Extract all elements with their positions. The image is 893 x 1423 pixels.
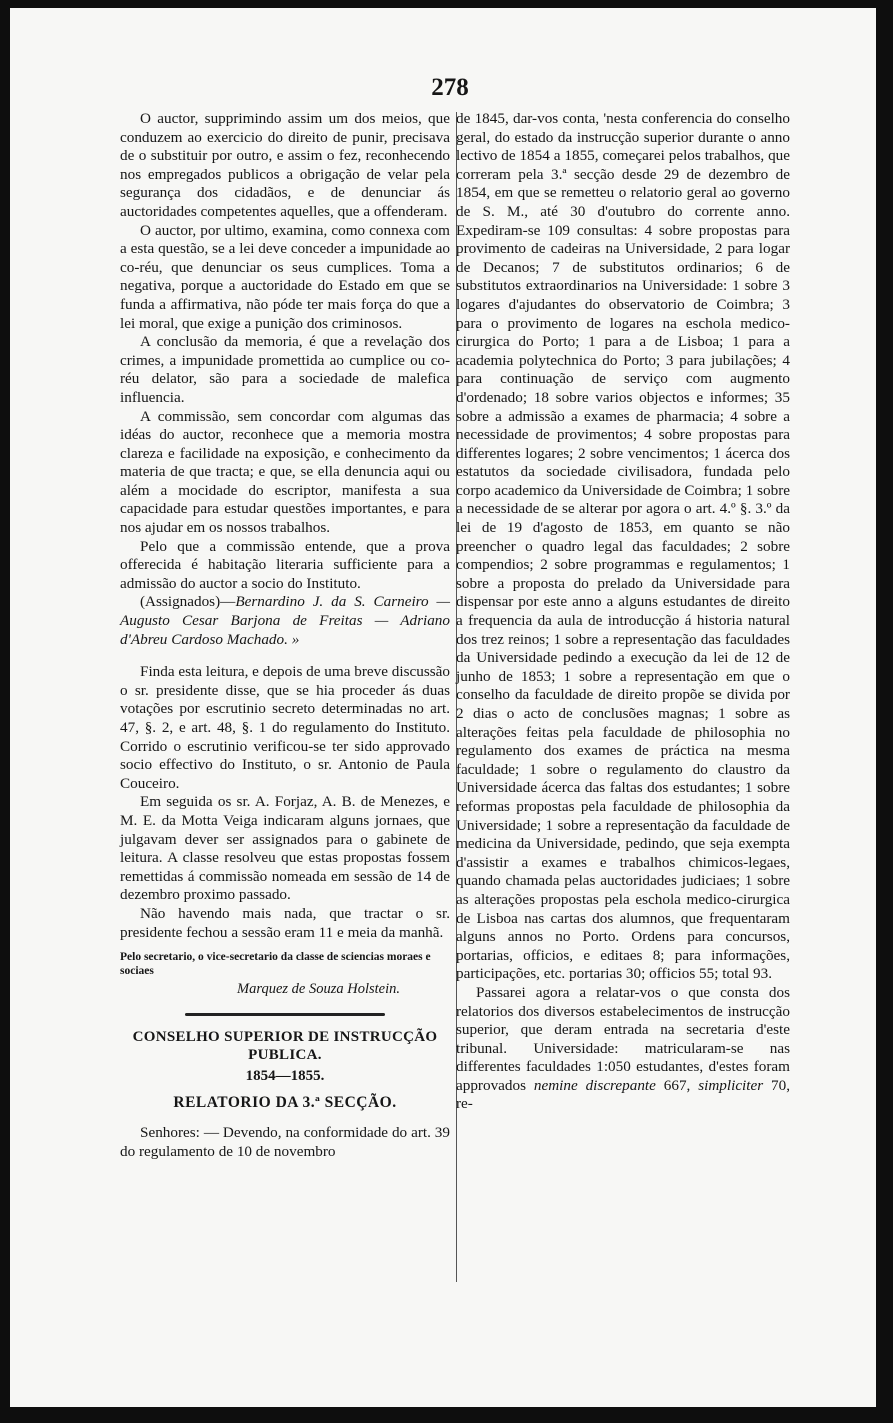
paragraph-text: Passarei agora a relatar-vos o que consta dos relatorios dos diversos estabelecimentos de instrucção superior, que deram entrada na secretaria d'este tribunal. Universidade: matricularam-se nas differentes faculdades 1:050 estudantes, d'estes foram approvados [456, 983, 790, 1094]
report-heading: RELATORIO DA 3.ª SECÇÃO. [173, 1093, 397, 1111]
document-page [10, 8, 876, 1407]
secretary-name: Marquez de Souza Holstein. [237, 981, 400, 998]
paragraph: A conclusão da memoria, é que a revelação dos crimes, a impunidade promettida ao cumplice ou co-réu delator, são para a sociedade de malefica influencia. [120, 333, 450, 406]
right-column [456, 110, 790, 1114]
council-heading: CONSELHO SUPERIOR DE INSTRUCÇÃO PUBLICA. [132, 1028, 438, 1064]
latin-term: nemine discrepante [533, 1076, 656, 1094]
paragraph-text: 70, re- [456, 1076, 790, 1113]
paragraph: Senhores: — Devendo, na conformidade do art. 39 do regulamento de 10 de novembro [120, 1124, 450, 1160]
paragraph: Em seguida os sr. A. Forjaz, A. B. de Menezes, e M. E. da Motta Veiga indicaram alguns jornaes, que julgavam dever ser assignados para o gabinete de leitura. A classe resolveu que estas propostas fossem remettidas á commissão nomeada em sessão de 14 de dezembro proximo passado. [120, 793, 450, 904]
paragraph: Pelo que a commissão entende, que a prova offerecida é habitação literaria sufficiente para a admissão do auctor a socio do Instituto. [120, 537, 450, 592]
paragraph: A commissão, sem concordar com algumas das idéas do auctor, reconhece que a memoria mostra clareza e facilidade na exposição, e conhecimento da materia de que tracta; e que, se ella denuncia aqui ou além a mocidade do escriptor, manifesta a sua capacidade para estudar questões importantes, e para nos ajudar em os nossos trabalhos. [120, 407, 450, 537]
paragraph [456, 984, 790, 1114]
page-content [10, 8, 876, 1407]
paragraph: Não havendo mais nada, que tractar o sr. presidente fechou a sessão eram 11 e meia da manhã. [120, 904, 450, 941]
page-number: 278 [431, 74, 469, 101]
signatures [120, 593, 450, 649]
spacer [120, 649, 450, 663]
section-rule [185, 1013, 385, 1016]
paragraph: Finda esta leitura, e depois de uma breve discussão o sr. presidente disse, que se hia proceder ás duas votações por escrutinio secreto determinadas no art. 47, §. 2, e art. 48, §. 1 do regulamento do Instituto. Corrido o escrutinio verificou-se ter sido approvado socio effectivo do Instituto, o sr. Antonio de Paula Couceiro. [120, 663, 450, 792]
paragraph: O auctor, por ultimo, examina, como connexa com a esta questão, se a lei deve conceder a impunidade ao co-réu, que denunciar os seus cumplices. Toma a negativa, porque a auctoridade do Estado em que se funda a affirmativa, não póde ter mais força do que a lei moral, que exige a punição dos criminosos. [120, 221, 450, 332]
paragraph: de 1845, dar-vos conta, 'nesta conferencia do conselho geral, do estado da instrucção superior durante o anno lectivo de 1854 a 1855, começarei pelos trabalhos, que correram pela 3.ª secção desde 29 de dezembro de 1854, em que se remetteu o relatorio geral ao governo de S. M., até 30 d'outubro do corrente anno. Expediram-se 109 consultas: 4 sobre propostas para provimento de cadeiras na Universidade, 2 para logar de Decanos; 7 de substitutos ordinarios; 6 de substitutos extraordinarios na Universidade: 1 sobre 3 logares d'ajudantes do observatorio de Coimbra; 3 para o provimento de logares na eschola medico-cirurgica do Porto; 1 para a de Lisboa; 1 para a academia polytechnica do Porto; 3 para jubilações; 4 para continuação de serviço com augmento d'ordenado; 18 sobre varios objectos e informes; 35 sobre a admissão a exames de pharmacia; 4 sobre a necessidade de provimentos; 4 sobre propostas para differentes logares; 2 sobre vencimentos; 1 ácerca dos estatutos da sociedade civilisadora, fundada pelo corpo academico da Universidade de Coimbra; 1 sobre a necessidade de se alterar por agora o art. 4.º §. 3.º da lei de 19 d'agosto de 1853, em quanto se não preencher o quadro legal das faculdades; 2 sobre compendios; 2 sobre programmas e regulamentos; 1 sobre a proposta do prelado da Universidade para dispensar por este anno a alguns estudantes de direito a frequencia da aula de introducção á historia natural dos trez reinos; 1 sobre a representação das faculdades da Universidade pedindo a execução da lei de 12 de junho de 1853; 1 sobre a representação em que o conselho da faculdade de direito propõe se divida por 2 dias o acto de conclusões magnas; 1 sobre as alterações feitas pela faculdade de philosophia no regulamento dos exames de práctica na mesma faculdade; 1 sobre o regulamento do claustro da Universidade ácerca das faltas dos estudantes; 1 sobre reformas propostas pela faculdade de philosophia da Universidade; 1 sobre a representação da faculdade de medicina da Universidade, pedindo, que seja exempta d'assistir a exames e trabalhos chimicos-legaes, quando chamada pelas auctoridades judiciaes; 1 sobre as alterações propostas pela eschola medico-cirurgica de Lisboa nas cartas dos alumnos, que frequentaram alguns annos no Porto. Ordens para concursos, portarias, officios, e editaes 8; para informações, participações, etc. portarias 30; officios 55; total 93. [456, 110, 790, 983]
signer-names: Bernardino J. da S. Carneiro — Augusto Cesar Barjona de Freitas — Adriano d'Abreu Cardoso Machado. » [120, 593, 450, 648]
paragraph: O auctor, supprimindo assim um dos meios, que conduzem ao exercicio do direito de punir, precisava de o substituir por outro, e assim o fez, reconhecendo nos empregados publicos a obrigação de velar pela segurança dos cidadãos, e de denunciar ás auctoridades competentes aquelles, que a offenderam. [120, 110, 450, 220]
years-heading: 1854—1855. [245, 1067, 325, 1084]
left-column [120, 110, 450, 1161]
signed-label: (Assignados)— [140, 593, 236, 611]
paragraph-text: 667, [655, 1076, 699, 1094]
secretary-line: Pelo secretario, o vice-secretario da classe de sciencias moraes e sociaes [120, 951, 431, 978]
latin-term: simpliciter [698, 1076, 764, 1094]
